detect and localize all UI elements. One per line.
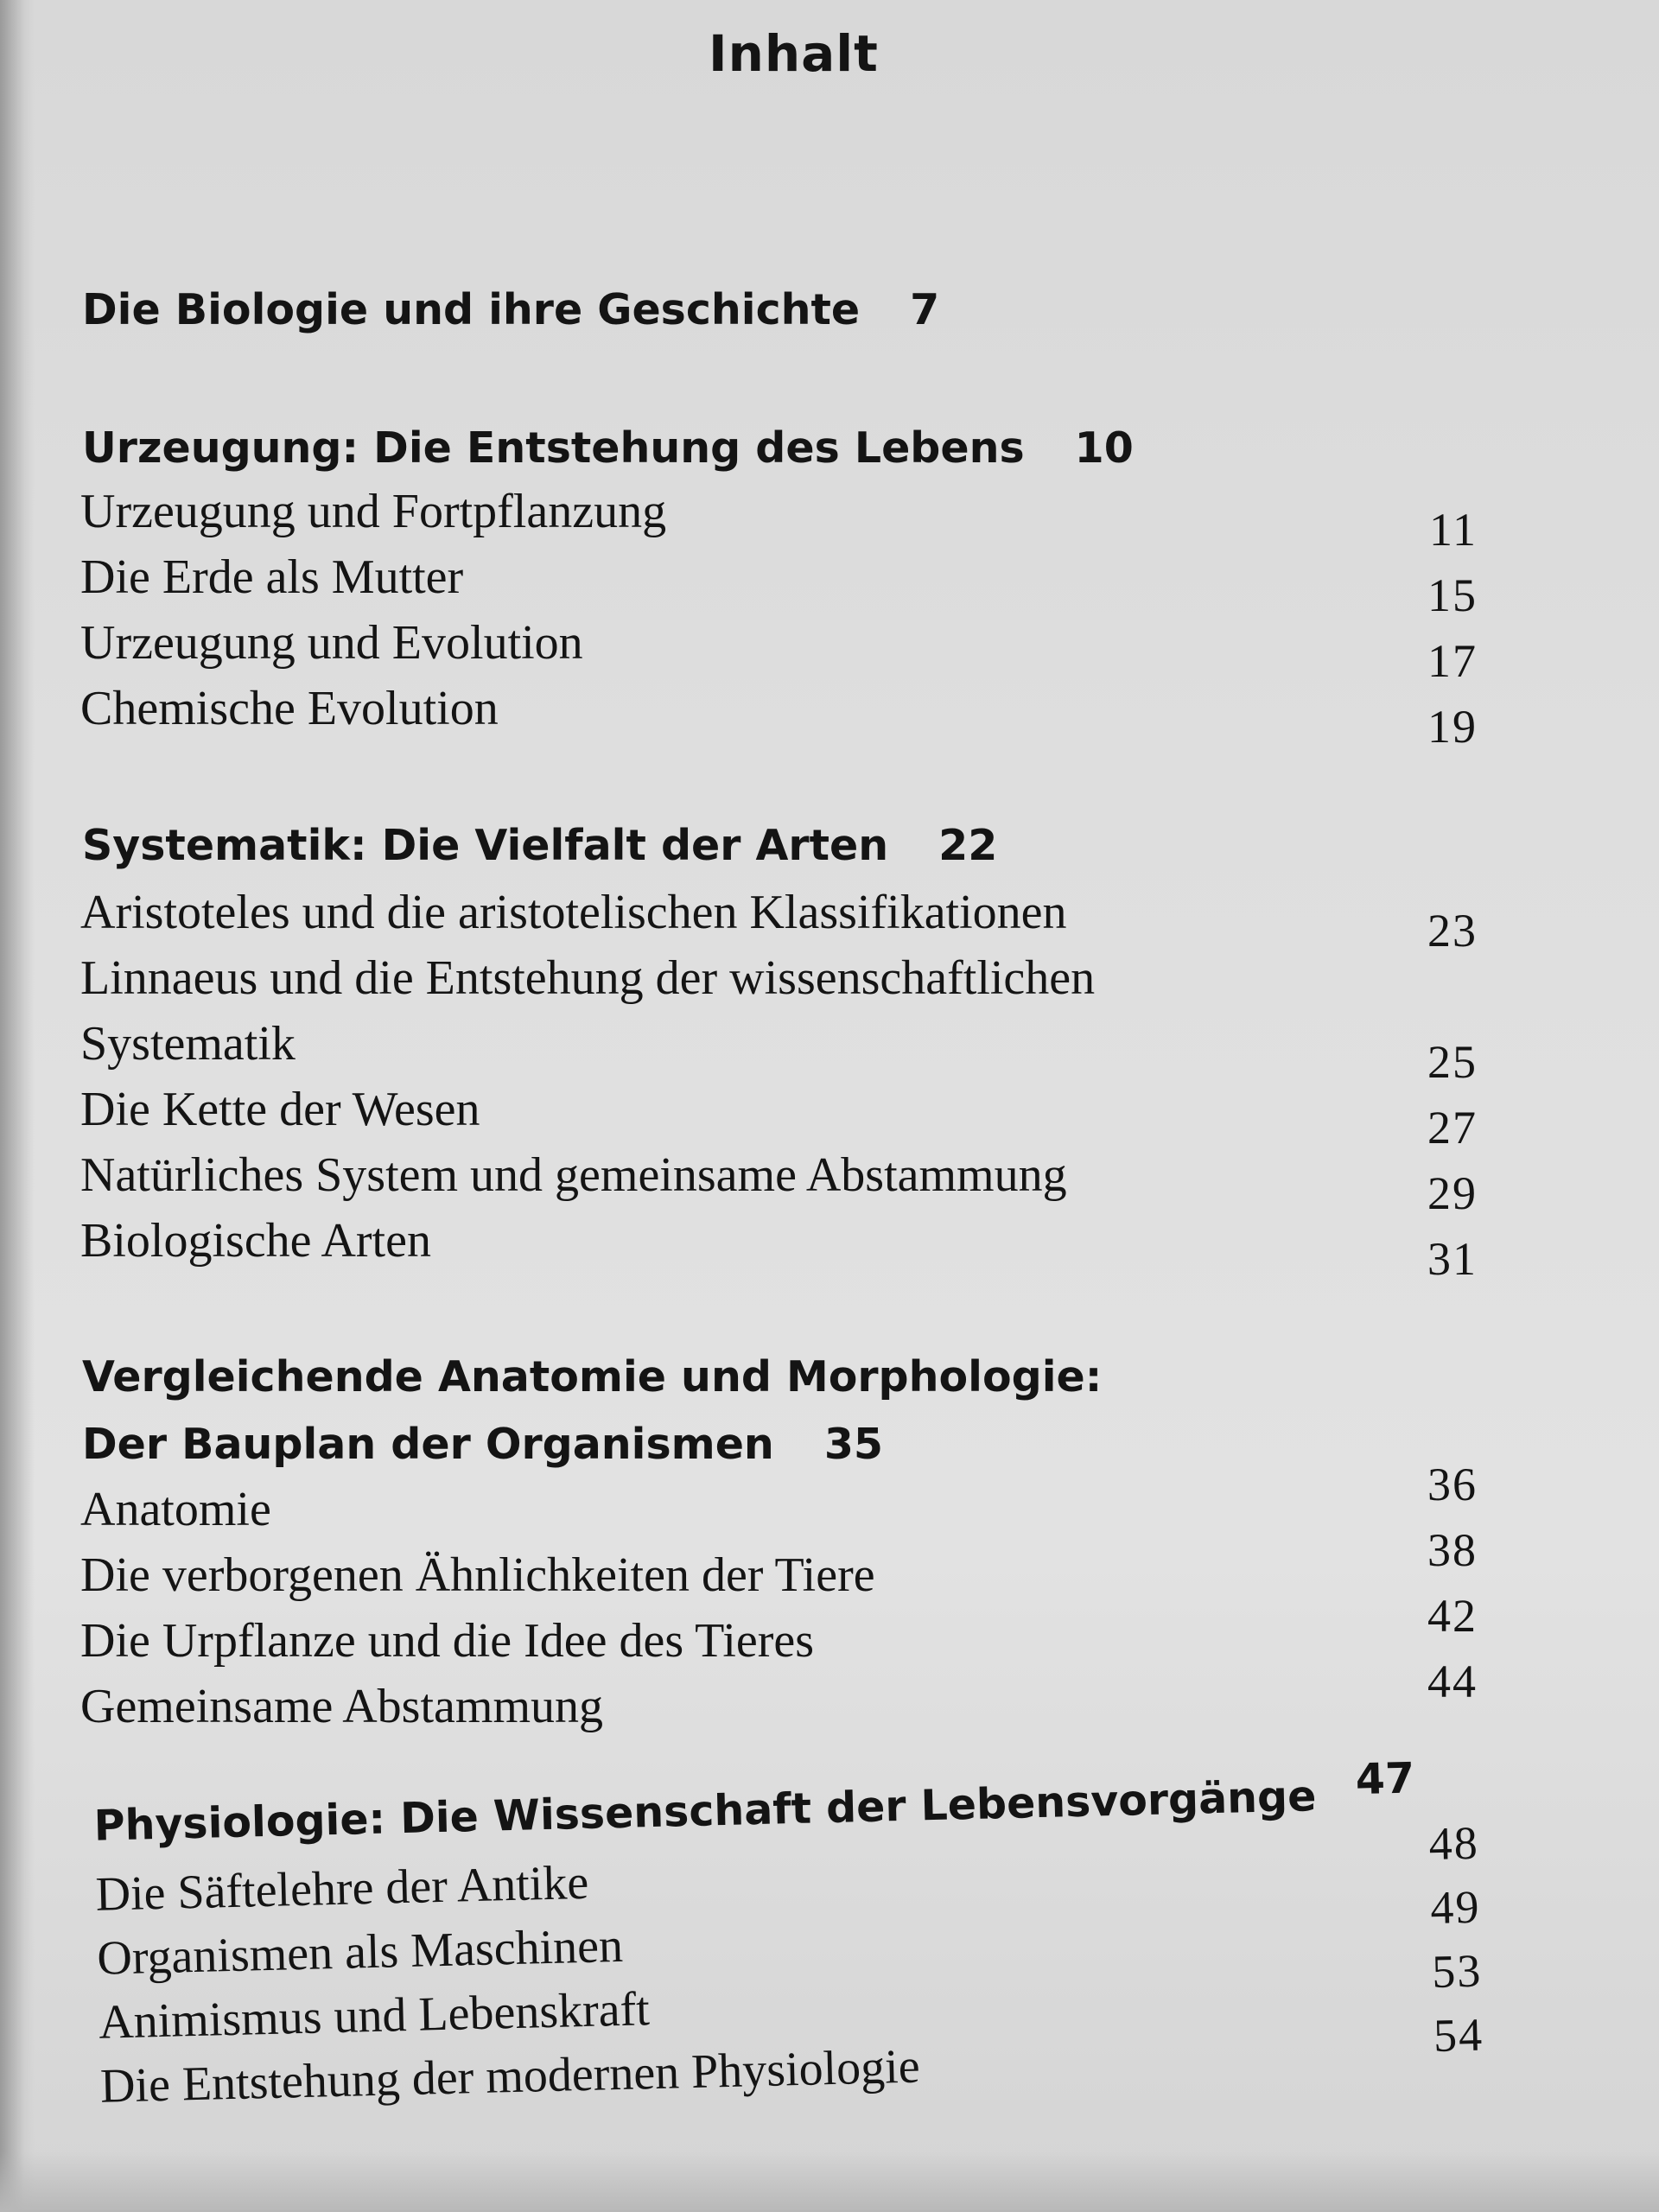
toc-entry-page: 31 <box>1427 1233 1478 1285</box>
toc-entry-label: Die Urpflanze und die Idee des Tieres <box>80 1614 815 1668</box>
toc-entry-label: Urzeugung und Fortpflanzung <box>80 485 667 538</box>
toc-entry[interactable] <box>80 550 1478 621</box>
toc-entry-label: Gemeinsame Abstammung <box>80 1680 604 1733</box>
toc-entry-page: 38 <box>1427 1524 1478 1576</box>
toc-entry-page: 49 <box>1429 1880 1482 1935</box>
toc-entry-label: Anatomie <box>80 1483 271 1536</box>
toc-entry[interactable] <box>80 681 1478 753</box>
section-heading-text: Die Biologie und ihre Geschichte <box>82 285 861 334</box>
section-page-number: 22 <box>938 821 998 870</box>
toc-entry[interactable] <box>80 950 1478 1014</box>
section-page-number: 10 <box>1074 423 1134 473</box>
toc-entry[interactable] <box>80 1524 1478 1611</box>
toc-entry[interactable] <box>80 1147 1478 1219</box>
toc-entry[interactable] <box>80 1016 1478 1088</box>
toc-entry-page: 48 <box>1427 1816 1480 1871</box>
toc-entry-page: 25 <box>1427 1036 1478 1088</box>
toc-entry-label: Die Säftelehre der Antike <box>94 1855 589 1922</box>
toc-entry-label: Die Kette der Wesen <box>80 1083 480 1136</box>
toc-entry[interactable] <box>80 615 1478 687</box>
toc-entry-page: 17 <box>1427 635 1478 687</box>
section-heading-text: Urzeugung: Die Entstehung des Lebens <box>82 423 1025 473</box>
toc-entry-page: 53 <box>1431 1944 1483 1999</box>
toc-entry[interactable] <box>80 484 1478 556</box>
toc-entry-label: Organismen als Maschinen <box>96 1918 624 1986</box>
toc-entry-label: Systematik <box>80 1017 296 1071</box>
toc-entry-label: Animismus und Lebenskraft <box>98 1982 651 2050</box>
toc-entry-label: Urzeugung und Evolution <box>80 616 583 670</box>
section-heading <box>82 1420 883 1469</box>
toc-entry-page: 15 <box>1427 569 1478 621</box>
toc-entry-page: 11 <box>1429 504 1478 556</box>
toc-entry-page: 19 <box>1427 701 1478 753</box>
toc-entry-label: Natürliches System und gemeinsame Abstammung <box>80 1148 1067 1202</box>
toc-entry[interactable] <box>80 1213 1478 1285</box>
page-title: Inhalt <box>709 24 879 83</box>
section-heading-text: Physiologie: Die Wissenschaft der Lebensvorgänge <box>92 1771 1318 1851</box>
section-page-number: 35 <box>823 1420 884 1469</box>
toc-entry-label: Biologische Arten <box>80 1214 431 1268</box>
section-page-number: 7 <box>910 285 940 334</box>
toc-entry-page: 23 <box>1427 905 1478 957</box>
toc-entry[interactable] <box>80 885 1478 957</box>
toc-entry[interactable] <box>80 1082 1478 1154</box>
toc-entry-page: 29 <box>1427 1167 1478 1219</box>
toc-entry-label: Die verborgenen Ähnlichkeiten der Tiere <box>80 1548 875 1602</box>
toc-entry-label: Linnaeus und die Entstehung der wissenschaftlichen <box>80 951 1096 1005</box>
toc-entry-page: 54 <box>1433 2008 1484 2062</box>
section-heading <box>82 423 1134 473</box>
section-heading-line1: Vergleichende Anatomie und Morphologie: <box>82 1352 1103 1402</box>
toc-entry[interactable] <box>80 1459 1478 1546</box>
toc-entry-page: 44 <box>1427 1656 1478 1707</box>
toc-entry-page: 42 <box>1427 1590 1478 1642</box>
toc-entry-label: Die Entstehung der modernen Physiologie <box>99 2039 921 2113</box>
section-heading <box>92 1753 1415 1851</box>
toc-entry-page: 27 <box>1427 1102 1478 1154</box>
section-heading-text: Der Bauplan der Organismen <box>82 1420 774 1469</box>
section-page-number: 47 <box>1355 1753 1415 1805</box>
toc-entry-label: Aristoteles und die aristotelischen Klassifikationen <box>80 886 1067 939</box>
toc-entry[interactable] <box>80 1656 1478 1743</box>
section-heading <box>82 821 997 870</box>
toc-entry-page: 36 <box>1427 1459 1478 1510</box>
toc-entry[interactable] <box>80 1590 1478 1677</box>
toc-entry-label: Chemische Evolution <box>80 682 499 735</box>
section-heading <box>82 285 939 334</box>
toc-entry-label: Die Erde als Mutter <box>80 550 464 604</box>
toc-section <box>0 1753 1658 2113</box>
section-heading-text: Systematik: Die Vielfalt der Arten <box>82 821 889 870</box>
